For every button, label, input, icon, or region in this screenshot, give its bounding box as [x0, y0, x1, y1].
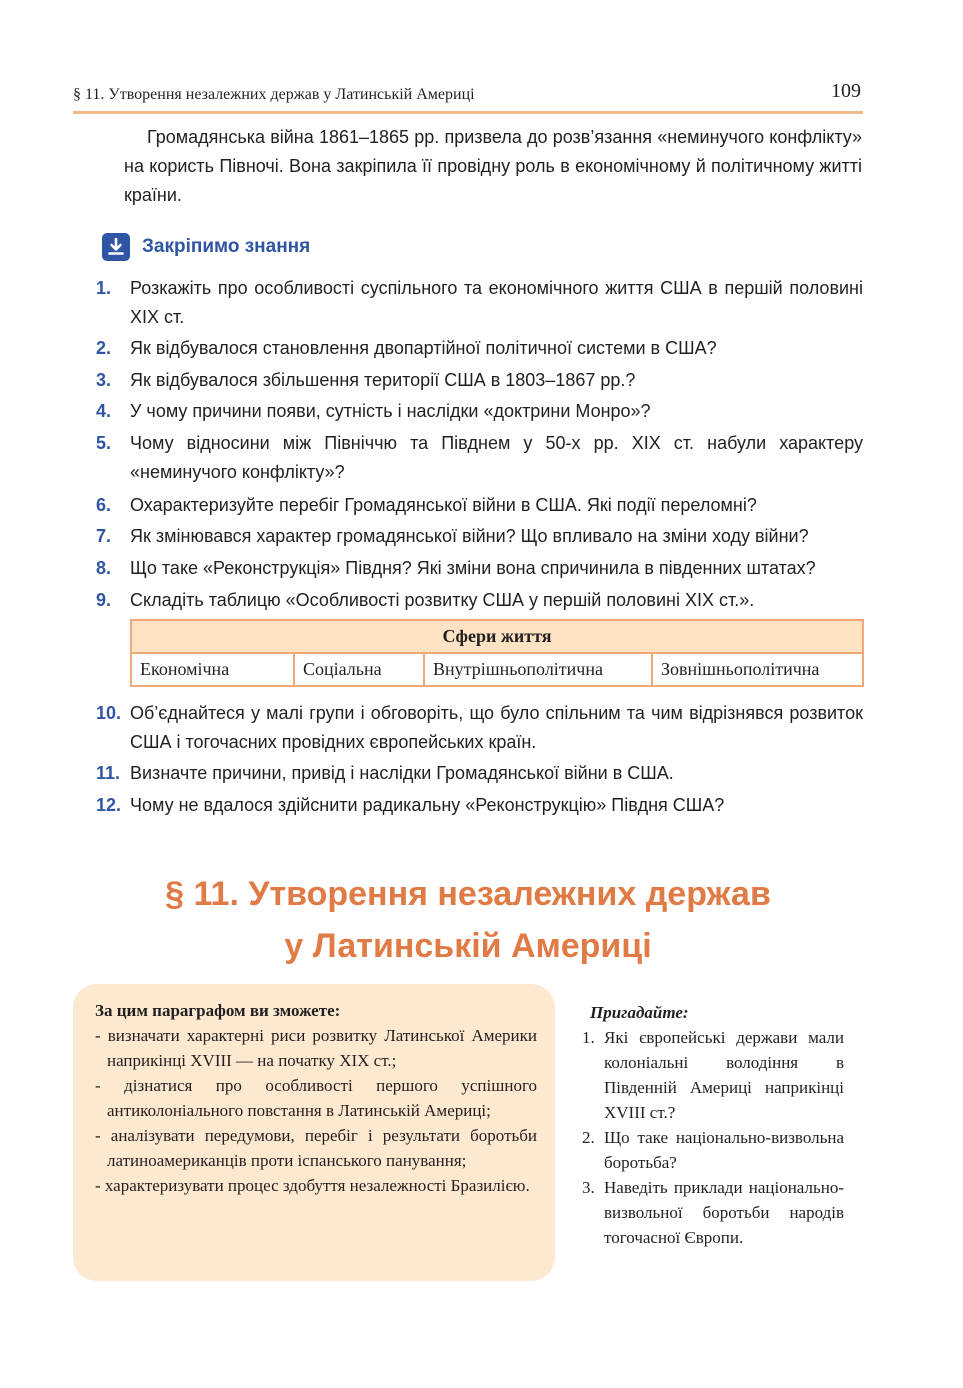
- table-header: Сфери життя: [131, 620, 863, 653]
- recall-item: 1. Які європейські держави мали колоніальні володіння в Південній Америці наприкінці XVIII ст.?: [582, 1028, 844, 1122]
- section-title: [73, 868, 863, 972]
- question-item: 9. Складіть таблицю «Особливості розвитку США у першій половині XIX ст.».: [96, 590, 755, 610]
- review-title: Закріпимо знання: [142, 236, 311, 257]
- recall-item: 2. Що таке національно-визвольна боротьба?: [582, 1128, 844, 1172]
- goal-item: - дізнатися про особливості першого успішного антиколоніального повстання в Латинській Америці;: [95, 1076, 537, 1120]
- page-number: 109: [831, 80, 861, 102]
- recall-item: 3. Наведіть приклади національно-визвольної боротьби народів тогочасної Європи.: [582, 1178, 844, 1247]
- goal-item: - характеризувати процес здобуття незалежності Бразилією.: [95, 1176, 530, 1195]
- question-item: 7. Як змінювався характер громадянської війни? Що впливало на зміни ходу війни?: [96, 526, 809, 546]
- recall-title: Пригадайте:: [590, 1003, 689, 1022]
- table-cell: Соціальна: [294, 653, 424, 686]
- table-cell: Внутрішньополітична: [424, 653, 652, 686]
- goal-item: - аналізувати передумови, перебіг і результати боротьби латиноамериканців проти іспанського панування;: [95, 1126, 537, 1170]
- page-header: [73, 80, 863, 110]
- section-title-line-2: у Латинській Америці: [284, 927, 652, 965]
- table-row: [131, 653, 863, 686]
- goal-item: - визначати характерні риси розвитку Латинської Америки наприкінці XVIII — на початку XIX ст.;: [95, 1026, 537, 1070]
- download-icon: [102, 233, 130, 261]
- intro-paragraph: [124, 123, 862, 210]
- question-item: 6. Охарактеризуйте перебіг Громадянської війни в США. Які події переломні?: [96, 495, 757, 515]
- question-item: 2. Як відбувалося становлення двопартійної політичної системи в США?: [96, 338, 717, 358]
- question-item: 4. У чому причини появи, сутність і наслідки «доктрини Монро»?: [96, 401, 651, 421]
- question-item: 12. Чому не вдалося здійснити радикальну «Реконструкцію» Півдня США?: [96, 795, 725, 815]
- recall-box: [582, 1000, 844, 1250]
- question-item: 3. Як відбувалося збільшення території США в 1803–1867 рр.?: [96, 370, 636, 390]
- goals-title: За цим параграфом ви зможете:: [95, 1001, 341, 1020]
- intro-text: Громадянська війна 1861–1865 рр. призвела до розв’язання «неминучого конфлікту» на користь Півночі. Вона закріпила її провідну роль в економічному й політичному житті країни.: [124, 127, 862, 205]
- goals-box: [73, 984, 555, 1281]
- question-item: 10. Об’єднайтеся у малі групи і обговоріть, що було спільним та чим відрізнявся розвиток США і тогочасних провідних європейських країн.: [96, 703, 863, 752]
- table-cell: Економічна: [131, 653, 294, 686]
- question-item: 1. Розкажіть про особливості суспільного та економічного життя США в першій половині XIX ст.: [96, 278, 863, 327]
- section-title-line-1: § 11. Утворення незалежних держав: [165, 875, 771, 913]
- table-header-row: [131, 620, 863, 653]
- question-item: 11. Визначте причини, привід і наслідки Громадянської війни в США.: [96, 763, 674, 783]
- question-item: 5. Чому відносини між Північчю та Півднем у 50-х рр. XIX ст. набули характеру «неминучого конфлікту»?: [96, 433, 863, 482]
- header-divider: [73, 111, 863, 114]
- review-heading: [102, 233, 310, 261]
- table-cell: Зовнішньополітична: [652, 653, 863, 686]
- running-head: § 11. Утворення незалежних держав у Латинській Америці: [73, 86, 475, 103]
- question-item: 8. Що таке «Реконструкція» Півдня? Які зміни вона спричинила в південних штатах?: [96, 558, 816, 578]
- spheres-table: [130, 619, 864, 687]
